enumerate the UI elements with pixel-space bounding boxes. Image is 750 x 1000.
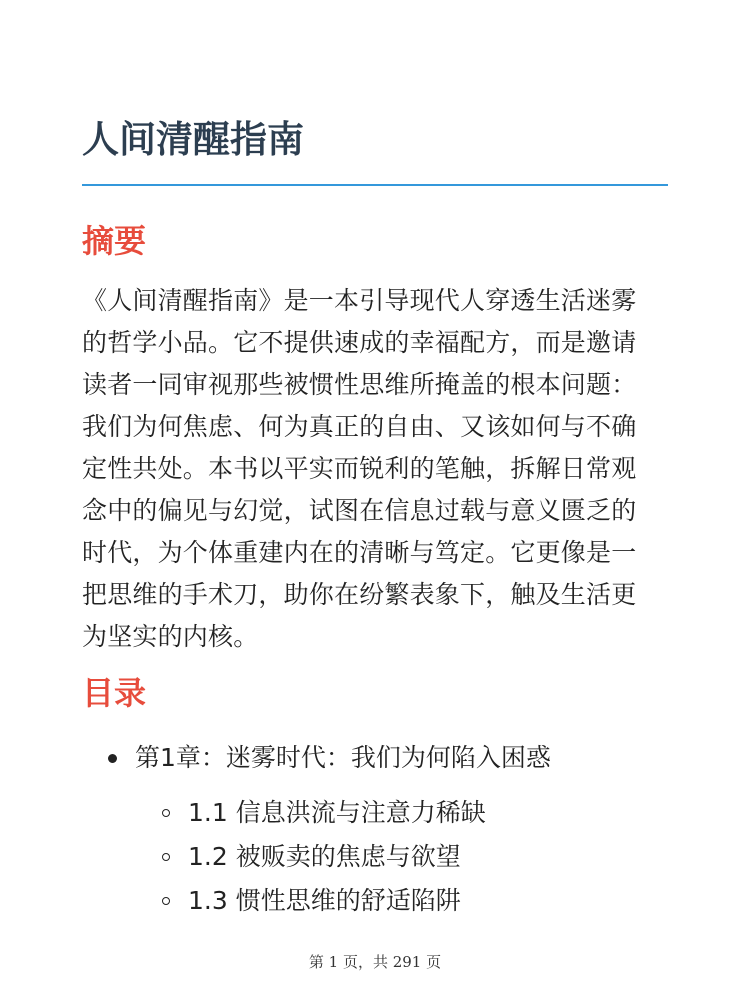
bullet-circle-icon bbox=[162, 853, 170, 861]
toc-section-label: 1.1 信息洪流与注意力稀缺 bbox=[188, 798, 486, 827]
summary-line: 定性共处。本书以平实而锐利的笔触，拆解日常观 bbox=[82, 454, 637, 483]
bullet-disc-icon bbox=[108, 754, 117, 763]
summary-line: 《人间清醒指南》是一本引导现代人穿透生活迷雾 bbox=[82, 286, 637, 315]
toc-section-label: 1.2 被贩卖的焦虑与欲望 bbox=[188, 842, 461, 871]
summary-line: 为坚实的内核。 bbox=[82, 622, 259, 651]
title-divider bbox=[82, 184, 668, 186]
toc-chapter-label: 第1章：迷雾时代：我们为何陷入困惑 bbox=[135, 743, 551, 772]
toc-heading: 目录 bbox=[82, 674, 147, 712]
book-title: 人间清醒指南 bbox=[82, 118, 304, 161]
summary-line: 把思维的手术刀，助你在纷繁表象下，触及生活更 bbox=[82, 580, 637, 609]
summary-paragraph bbox=[82, 280, 668, 658]
toc-section-label: 1.3 惯性思维的舒适陷阱 bbox=[188, 886, 461, 915]
summary-line: 念中的偏见与幻觉，试图在信息过载与意义匮乏的 bbox=[82, 496, 637, 525]
summary-line: 我们为何焦虑、何为真正的自由、又该如何与不确 bbox=[82, 412, 637, 441]
summary-line: 时代，为个体重建内在的清晰与笃定。它更像是一 bbox=[82, 538, 637, 567]
summary-line: 的哲学小品。它不提供速成的幸福配方，而是邀请 bbox=[82, 328, 637, 357]
bullet-circle-icon bbox=[162, 809, 170, 817]
summary-line: 读者一同审视那些被惯性思维所掩盖的根本问题： bbox=[82, 370, 637, 399]
summary-heading: 摘要 bbox=[82, 222, 147, 260]
page-number-footer: 第 1 页，共 291 页 bbox=[308, 953, 442, 971]
bullet-circle-icon bbox=[162, 897, 170, 905]
